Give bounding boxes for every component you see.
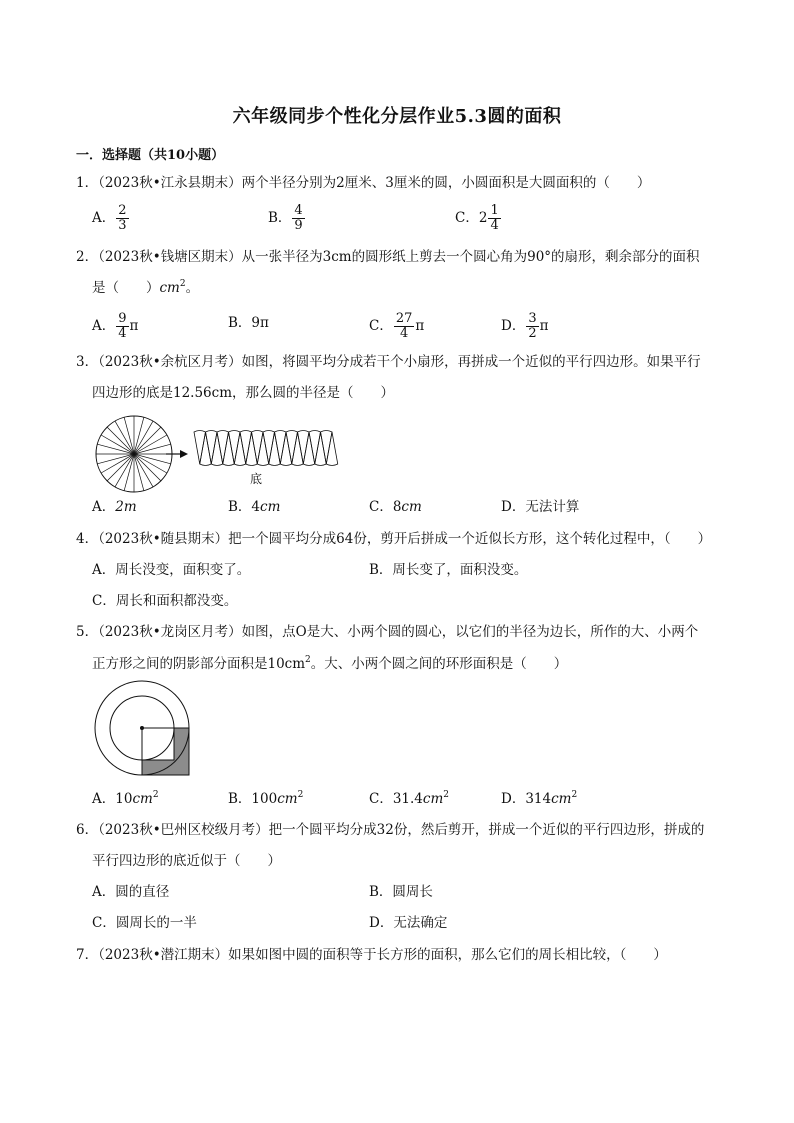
sector-piece (321, 431, 333, 465)
fraction: $\frac{1}{4}$ (490, 203, 499, 233)
question-2-option-d[interactable]: D． $\frac{3}{2}$ π (501, 311, 549, 341)
sector-piece (326, 432, 338, 466)
sector-piece (200, 432, 212, 466)
fraction: $\frac{9}{4}$ (118, 311, 127, 341)
sector-piece (269, 432, 281, 466)
fraction: $\frac{3}{2}$ (528, 311, 537, 341)
concentric-circles-figure (94, 680, 194, 780)
sector-piece (229, 431, 241, 465)
question-3-stem-line2: 四边形的底是12.56cm，那么圆的半径是（ ） (92, 385, 395, 401)
sector-piece (223, 432, 235, 466)
sector-piece (292, 432, 304, 466)
question-2-stem-line1: 2．（2023秋•钱塘区期末）从一张半径为3cm的圆形纸上剪去一个圆心角为90°的扇形，剩余部分的面积 (76, 249, 700, 265)
question-6-option-c[interactable]: C．圆周长的一半 (92, 915, 197, 931)
question-5-stem-line2: 正方形之间的阴影部分面积是$10cm^2$。大、小两个圆之间的环形面积是（ ） (92, 655, 568, 672)
sector-piece (280, 432, 292, 466)
arrow-icon (166, 448, 188, 460)
sector-piece (246, 432, 258, 466)
sector-piece (194, 431, 206, 465)
sector-piece (298, 431, 310, 465)
question-3-option-a[interactable]: A．2m (92, 499, 137, 515)
question-2-option-c[interactable]: C． $\frac{27}{4}$ π (369, 311, 425, 341)
question-4-option-a[interactable]: A．周长没变，面积变了。 (92, 562, 251, 578)
question-6-option-a[interactable]: A．圆的直径 (92, 884, 170, 900)
question-5-stem-line1: 5．（2023秋•龙岗区月考）如图，点O是大、小两个圆的圆心，以它们的半径为边长，所作的大、小两个 (76, 624, 699, 640)
question-2-option-a[interactable]: A． $\frac{9}{4}$ π (92, 311, 139, 341)
question-5-option-d[interactable]: D．$314cm^2$ (501, 790, 578, 807)
fraction: $\frac{27}{4}$ (395, 311, 413, 341)
question-2-option-b[interactable]: B．9π (228, 315, 269, 331)
question-6-stem-line1: 6．（2023秋•巴州区校级月考）把一个圆平均分成32份，然后剪开，拼成一个近似的平行四边形，拼成的 (76, 822, 705, 838)
section-heading: 一．选择题（共10小题） (76, 148, 225, 163)
question-4-option-c[interactable]: C．周长和面积都没变。 (92, 593, 238, 609)
sector-piece (263, 431, 275, 465)
sector-piece (217, 431, 229, 465)
sector-piece (309, 431, 321, 465)
sector-piece (315, 432, 327, 466)
question-7-stem: 7．（2023秋•潜江期末）如果如图中圆的面积等于长方形的面积，那么它们的周长相比较，（ ） (76, 947, 667, 963)
question-3-option-c[interactable]: C．8cm (369, 499, 422, 515)
question-5-option-c[interactable]: C．$31.4cm^2$ (369, 790, 449, 807)
figure-base-label: 底 (250, 472, 263, 486)
sector-piece (303, 432, 315, 466)
question-2-stem-line2: 是（ ）$cm^2$。 (92, 279, 200, 296)
question-6-option-d[interactable]: D．无法确定 (369, 915, 448, 931)
question-1-option-b[interactable]: B． $\frac{4}{9}$ (268, 203, 303, 233)
question-5-option-b[interactable]: B．$100cm^2$ (228, 790, 304, 807)
question-5-option-a[interactable]: A．$10cm^2$ (92, 790, 159, 807)
page-title: 六年级同步个性化分层作业5.3圆的面积 (232, 106, 562, 127)
question-1-option-c[interactable]: C．2 $\frac{1}{4}$ (455, 203, 499, 233)
parallelogram-figure (190, 428, 340, 468)
sector-piece (234, 432, 246, 466)
question-4-stem: 4．（2023秋•随县期末）把一个圆平均分成64份，剪开后拼成一个近似长方形，这个转化过程中，（ ） (76, 531, 712, 547)
sector-piece (257, 432, 269, 466)
sector-piece (206, 431, 218, 465)
question-6-stem-line2: 平行四边形的底近似于（ ） (92, 853, 281, 869)
question-3-option-b[interactable]: B．4cm (228, 499, 281, 515)
question-3-option-d[interactable]: D．无法计算 (501, 499, 580, 515)
sector-piece (240, 431, 252, 465)
sector-piece (275, 431, 287, 465)
question-1-stem: 1．（2023秋•江永县期末）两个半径分别为2厘米、3厘米的圆，小圆面积是大圆面积的（ ） (76, 175, 651, 191)
sector-piece (286, 431, 298, 465)
question-6-option-b[interactable]: B．圆周长 (369, 884, 433, 900)
question-1-option-a[interactable]: A． $\frac{2}{3}$ (92, 203, 127, 233)
sector-piece (252, 431, 264, 465)
fraction: $\frac{2}{3}$ (118, 203, 127, 233)
sector-piece (211, 432, 223, 466)
circle-sectors-figure (94, 414, 174, 494)
fraction: $\frac{4}{9}$ (294, 203, 303, 233)
question-3-stem-line1: 3．（2023秋•余杭区月考）如图，将圆平均分成若干个小扇形，再拼成一个近似的平行四边形。如果平行 (76, 354, 701, 370)
question-4-option-b[interactable]: B．周长变了，面积没变。 (369, 562, 528, 578)
